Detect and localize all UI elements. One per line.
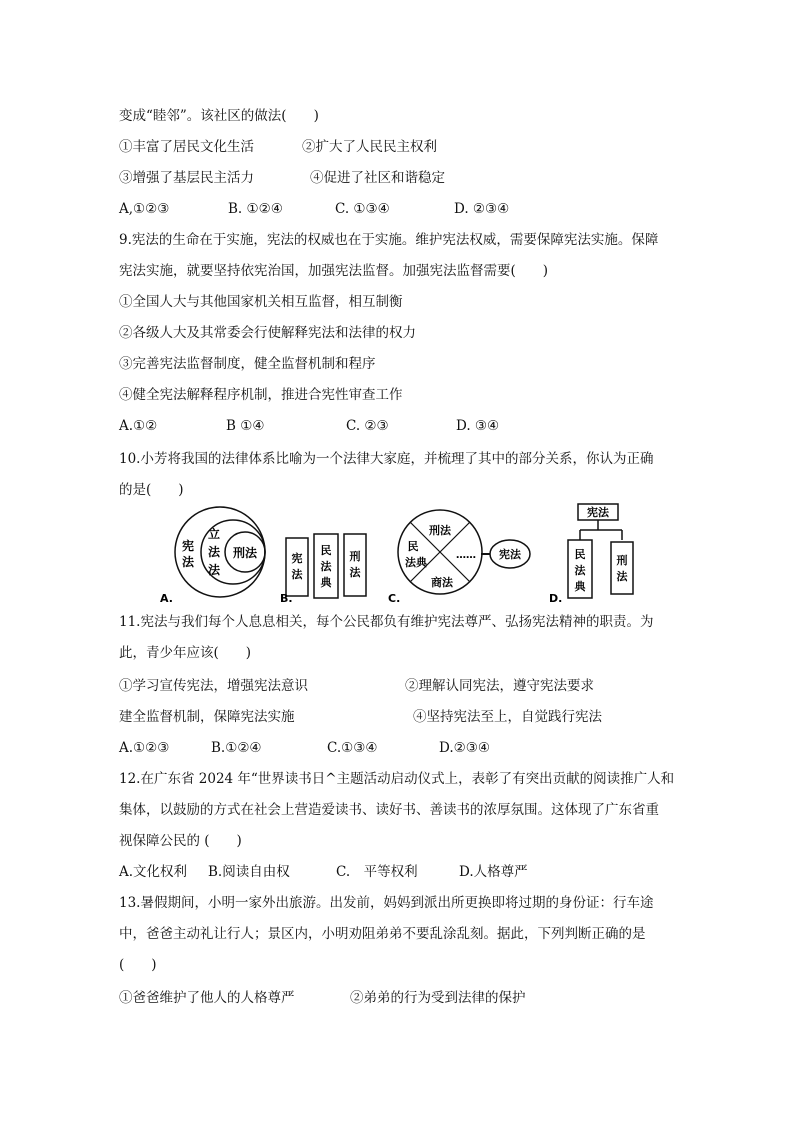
- diagram-b-box-3-char-1: 刑: [349, 550, 361, 563]
- diagram-a-outer-label-1: 宪: [181, 539, 195, 553]
- diagram-d: [549, 504, 633, 605]
- q11-choice-c: C.①③④: [327, 740, 378, 756]
- q12-choice-d: D.人格尊严: [459, 864, 528, 880]
- q8-option-3: ③增强了基层民主活力: [119, 170, 254, 186]
- q11-option-1: ①学习宣传宪法，增强宪法意识: [119, 678, 308, 694]
- diagram-c-bottom: 商法: [431, 576, 453, 589]
- diagram-d-left-1: 民: [574, 548, 586, 561]
- diagram-a-outer-label-2: 法: [181, 555, 195, 569]
- q8-choice-c: C. ①③④: [335, 201, 390, 217]
- diagram-b-box-2-char-1: 民: [320, 544, 332, 557]
- q8-option-2: ②扩大了人民民主权利: [302, 139, 437, 155]
- q12-choice-b: B.阅读自由权: [208, 864, 290, 880]
- q11-option-2: ②理解认同宪法，遵守宪法要求: [405, 678, 594, 694]
- q11-choice-a: A.①②③: [119, 740, 170, 756]
- q12-choice-c: C. 平等权利: [336, 864, 418, 880]
- q8-option-4: ④促进了社区和谐稳定: [310, 170, 445, 186]
- q9-choice-a: A.①②: [119, 418, 158, 434]
- q9-option-3: ③完善宪法监督制度，健全监督机制和程序: [119, 356, 376, 372]
- diagram-c-label: C.: [388, 592, 401, 605]
- diagram-b-box-2-char-2: 法: [320, 560, 332, 573]
- diagram-d-top: 宪法: [587, 506, 609, 519]
- q8-choice-a: A,①②③: [119, 201, 170, 217]
- diagram-a-mid-1: 立: [207, 527, 221, 541]
- q9-option-1: ①全国人大与其他国家机关相互监督，相互制衡: [119, 294, 403, 310]
- diagram-d-left-2: 法: [574, 564, 586, 577]
- diagram-c-dots: ……: [456, 550, 476, 561]
- q11-stem-1: 11.宪法与我们每个人息息相关，每个公民都负有维护宪法尊严、弘扬宪法精神的职责。为: [119, 614, 654, 630]
- q13-option-1: ①爸爸维护了他人的人格尊严: [119, 990, 295, 1006]
- q11-option-4: ④坚持宪法至上，自觉践行宪法: [413, 709, 602, 725]
- diagram-d-right-box: [611, 542, 633, 594]
- q8-choice-d: D. ②③④: [454, 201, 510, 217]
- diagram-b-box-2-char-3: 典: [320, 576, 332, 589]
- q13-stem-3: ( ): [119, 957, 157, 973]
- diagram-d-label: D.: [549, 592, 563, 605]
- diagram-c-top: 刑法: [429, 524, 451, 537]
- q9-choice-d: D. ③④: [456, 418, 500, 434]
- diagram-c: [388, 510, 530, 605]
- q13-stem-2: 中，爸爸主动礼让行人；景区内，小明劝阻弟弟不要乱涂乱刻。据此，下列判断正确的是: [119, 926, 646, 942]
- diagram-a-mid-2: 法: [207, 545, 221, 559]
- diagram-b-box-1: [286, 538, 308, 596]
- diagram-a-label: A.: [160, 592, 173, 605]
- q10-diagrams: [150, 500, 670, 610]
- q12-stem-1: 12.在广东省 2024 年“世界读书日^主题活动启动仪式上，表彰了有突出贡献的阅读推广人和: [119, 771, 675, 787]
- q9-choice-b: B ①④: [226, 418, 265, 434]
- q11-option-3: 建全监督机制，保障宪法实施: [119, 709, 295, 725]
- diagram-c-left-1: 民: [407, 540, 419, 553]
- q13-stem-1: 13.暑假期间，小明一家外出旅游。出发前，妈妈到派出所更换即将过期的身份证：行车途: [119, 895, 654, 911]
- q12-choice-a: A.文化权利: [119, 864, 188, 880]
- diagram-a-inner-label: 刑法: [232, 546, 258, 560]
- q11-choice-d: D.②③④: [439, 740, 490, 756]
- q11-stem-2: 此，青少年应该( ): [119, 645, 252, 661]
- q12-stem-2: 集体，以鼓励的方式在社会上营造爱读书、读好书、善读书的浓厚氛围。这体现了广东省重: [119, 802, 659, 818]
- diagram-b: [280, 534, 366, 605]
- diagram-d-right-char-2: 法: [616, 570, 628, 583]
- q11-choice-b: B.①②④: [211, 740, 262, 756]
- q12-stem-3: 视保障公民的 ( ): [119, 833, 242, 849]
- q10-stem-2: 的是( ): [119, 482, 184, 498]
- q13-option-2: ②弟弟的行为受到法律的保护: [350, 990, 526, 1006]
- diagram-c-left-2: 法典: [405, 556, 427, 569]
- diagram-a-mid-3: 法: [207, 563, 221, 577]
- q9-option-4: ④健全宪法解释程序机制，推进合宪性审查工作: [119, 387, 403, 403]
- diagram-b-box-1-char-1: 宪: [291, 552, 303, 565]
- diagram-b-label: B.: [280, 592, 293, 605]
- diagram-a: [160, 507, 265, 605]
- diagram-b-box-3-char-2: 法: [349, 566, 361, 579]
- q8-stem-tail: 变成“睦邻”。该社区的做法( ): [119, 108, 319, 124]
- q9-stem-2: 宪法实施，就要坚持依宪治国，加强宪法监督。加强宪法监督需要( ): [119, 263, 549, 279]
- diagram-d-left-3: 典: [574, 580, 586, 593]
- q9-choice-c: C. ②③: [346, 418, 389, 434]
- diagram-d-right-char-1: 刑: [616, 554, 628, 567]
- diagram-b-box-3: [344, 534, 366, 596]
- q9-stem-1: 9.宪法的生命在于实施，宪法的权威也在于实施。维护宪法权威，需要保障宪法实施。保障: [119, 232, 659, 248]
- q8-choice-b: B. ①②④: [228, 201, 283, 217]
- q8-option-1: ①丰富了居民文化生活: [119, 139, 254, 155]
- diagram-b-box-1-char-2: 法: [291, 568, 303, 581]
- diagram-c-right: 宪法: [499, 548, 521, 561]
- q10-stem-1: 10.小芳将我国的法律体系比喻为一个法律大家庭，并梳理了其中的部分关系，你认为正确: [119, 451, 654, 467]
- q9-option-2: ②各级人大及其常委会行使解释宪法和法律的权力: [119, 325, 416, 341]
